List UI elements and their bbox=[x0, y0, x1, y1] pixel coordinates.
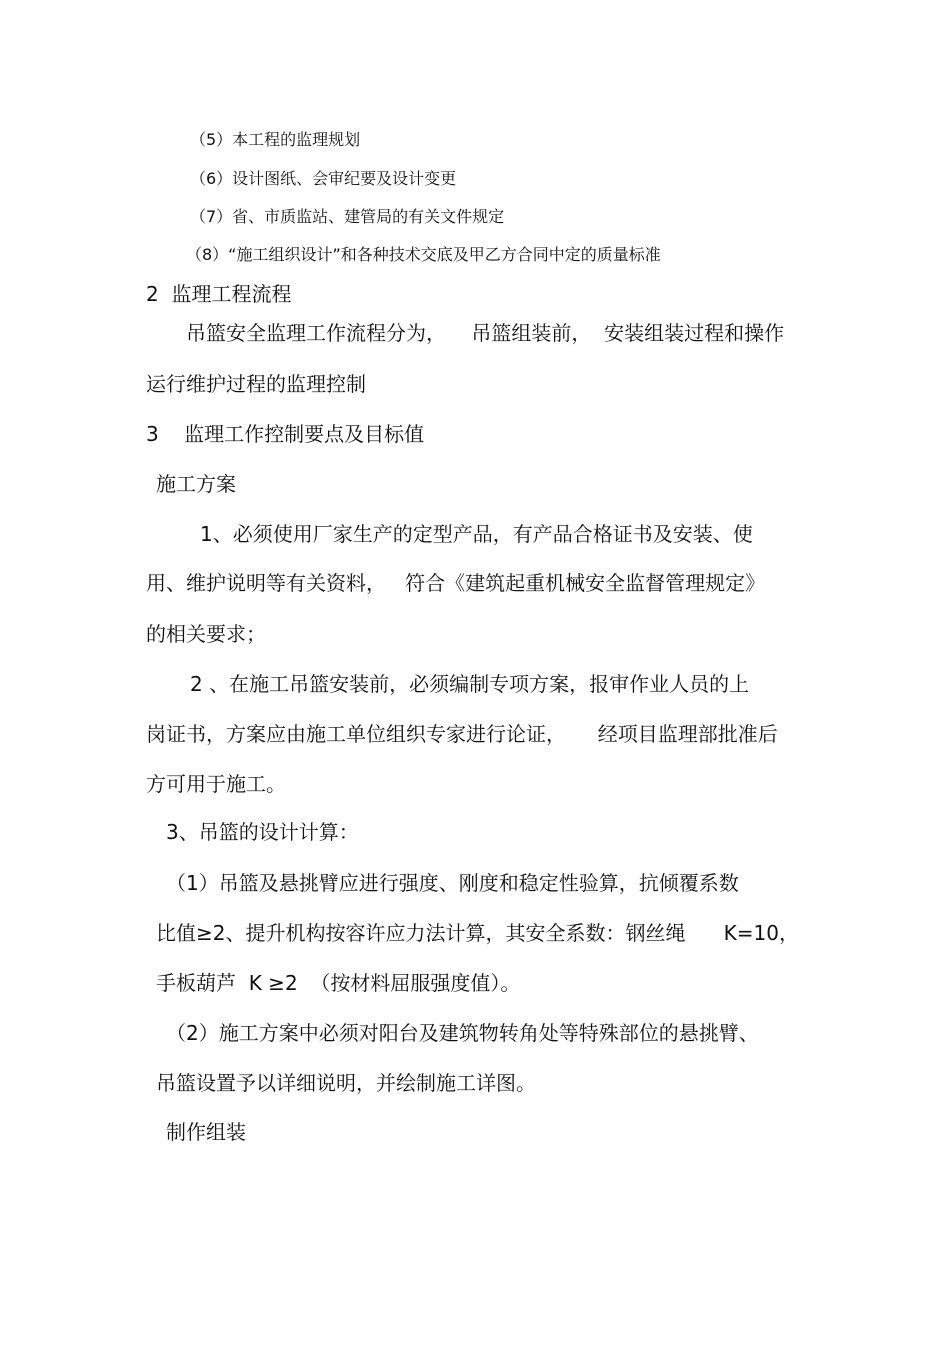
item-2-line-1: 2 、在施工吊篮安装前，必须编制专项方案，报审作业人员的上 bbox=[190, 672, 750, 696]
calculation-item-2-line-2: 吊篮设置予以详细说明，并绘制施工详图。 bbox=[156, 1071, 536, 1095]
section-3-heading: 3 监理工作控制要点及目标值 bbox=[146, 422, 425, 446]
reference-item-6: （6）设计图纸、会审纪要及设计变更 bbox=[190, 169, 457, 188]
section-2-paragraph-line-2: 运行维护过程的监理控制 bbox=[146, 372, 366, 396]
item-1-line-1: 1、必须使用厂家生产的定型产品，有产品合格证书及安装、使 bbox=[200, 522, 753, 546]
item-1-line-3: 的相关要求； bbox=[146, 622, 266, 646]
reference-item-5: （5）本工程的监理规划 bbox=[190, 130, 361, 149]
calculation-item-1-line-1: （1）吊篮及悬挑臂应进行强度、刚度和稳定性验算，抗倾覆系数 bbox=[166, 871, 739, 895]
item-2-line-2: 岗证书，方案应由施工单位组织专家进行论证， 经项目监理部批准后 bbox=[146, 722, 778, 746]
calculation-item-2-line-1: （2）施工方案中必须对阳台及建筑物转角处等特殊部位的悬挑臂、 bbox=[166, 1021, 759, 1045]
item-3-heading: 3、吊篮的设计计算： bbox=[166, 820, 359, 844]
item-1-line-2: 用、维护说明等有关资料， 符合《建筑起重机械安全监督管理规定》 bbox=[146, 571, 766, 595]
reference-item-7: （7）省、市质监站、建管局的有关文件规定 bbox=[190, 207, 505, 226]
section-2-paragraph-line-1: 吊篮安全监理工作流程分为， 吊篮组装前， 安装组装过程和操作 bbox=[186, 321, 785, 345]
item-2-line-3: 方可用于施工。 bbox=[146, 772, 286, 796]
section-2-heading: 2 监理工程流程 bbox=[146, 282, 292, 306]
calculation-item-1-line-3: 手板葫芦 K ≥2 （按材料屈服强度值）。 bbox=[156, 971, 521, 995]
calculation-item-1-line-2: 比值≥2、提升机构按容许应力法计算，其安全系数：钢丝绳 K=10， bbox=[156, 921, 799, 945]
reference-item-8: （8）“施工组织设计”和各种技术交底及甲乙方合同中定的质量标准 bbox=[186, 245, 661, 264]
construction-plan-subheading: 施工方案 bbox=[156, 472, 236, 496]
assembly-subheading: 制作组装 bbox=[166, 1120, 246, 1144]
